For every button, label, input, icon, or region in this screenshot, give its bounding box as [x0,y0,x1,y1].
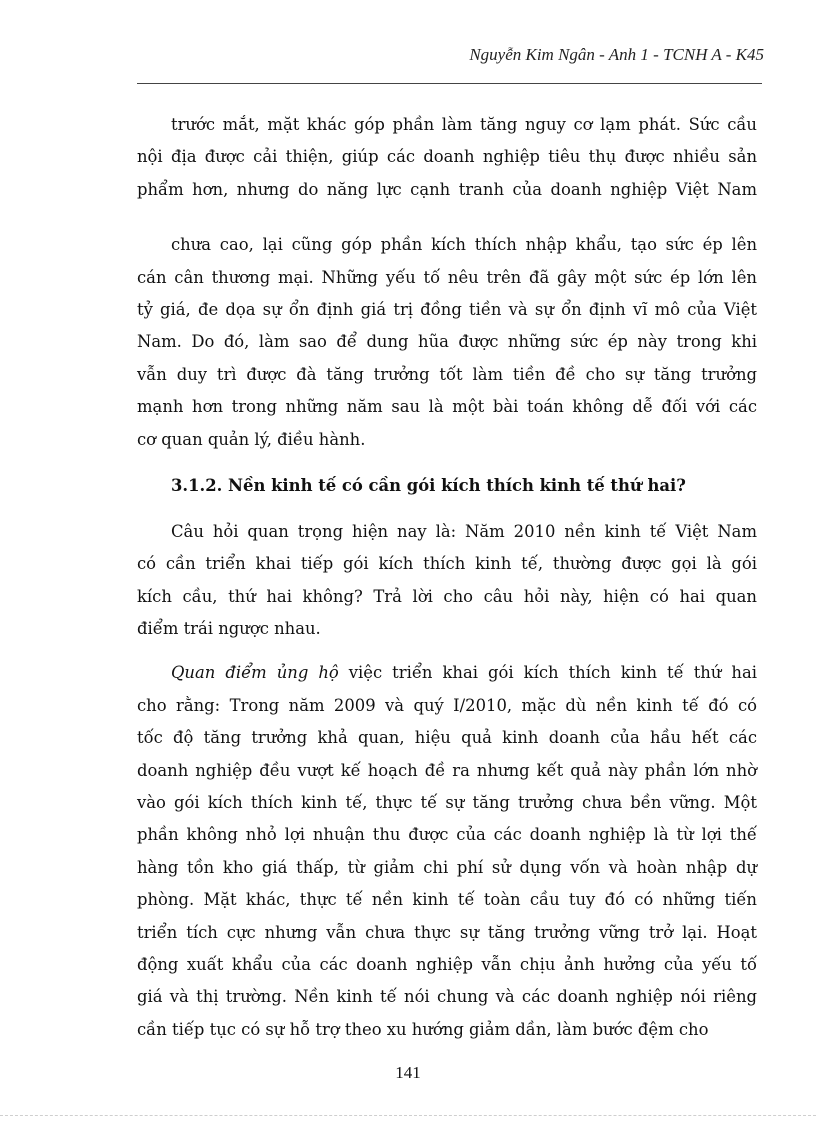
text-line: nội địa được cải thiện, giúp các doanh nghiệp tiêu thụ được nhiều sản [137,147,757,167]
text-line: Câu hỏi quan trọng hiện nay là: Năm 2010 nền kinh tế Việt Nam [171,521,757,541]
text-line: mạnh hơn trong những năm sau là một bài toán không dễ đối với các [137,397,757,417]
text-line: cho rằng: Trong năm 2009 và quý I/2010, mặc dù nền kinh tế đó có [137,695,757,715]
paragraph-trade-balance [137,229,757,456]
header-divider [137,83,762,84]
text-line: vào gói kích thích kinh tế, thực tế sự tăng trưởng chưa bền vững. Một [137,793,757,813]
text-line: cần tiếp tục có sự hỗ trợ theo xu hướng giảm dần, làm bước đệm cho [137,1019,709,1039]
text-line: phẩm hơn, nhưng do năng lực cạnh tranh của doanh nghiệp Việt Nam [137,179,757,199]
paragraph-support-view [137,657,757,1046]
line-rest: việc triển khai gói kích thích kinh tế thứ hai [338,663,757,683]
text-line: vẫn duy trì được đà tăng trưởng tốt làm tiền đề cho sự tăng trưởng [137,364,757,384]
text-line: kích cầu, thứ hai không? Trả lời cho câu hỏi này, hiện có hai quan [137,586,757,606]
text-line: có cần triển khai tiếp gói kích thích kinh tế, thường được gọi là gói [137,554,757,574]
running-header: Nguyễn Kim Ngân - Anh 1 - TCNH A - K45 [469,45,764,64]
page-bottom-edge [0,1115,816,1116]
italic-lead: Quan điểm ủng hộ [171,663,339,683]
text-line: chưa cao, lại cũng góp phần kích thích nhập khẩu, tạo sức ép lên [171,235,757,255]
paragraph-question [137,516,757,646]
text-line: phần không nhỏ lợi nhuận thu được của các doanh nghiệp là từ lợi thế [137,825,757,845]
text-line: doanh nghiệp đều vượt kế hoạch đề ra nhưng kết quả này phần lớn nhờ [137,760,757,780]
text-line: phòng. Mặt khác, thực tế nền kinh tế toàn cầu tuy đó có những tiến [137,890,757,910]
page-number: 141 [395,1063,421,1082]
text-line: hàng tồn kho giá thấp, từ giảm chi phí sử dụng vốn và hoàn nhập dự [137,857,757,877]
text-line: tốc độ tăng trưởng khả quan, hiệu quả kinh doanh của hầu hết các [137,728,757,748]
text-line [137,657,757,689]
text-line: tỷ giá, đe dọa sự ổn định giá trị đồng tiền và sự ổn định vĩ mô của Việt [137,299,757,319]
paragraph-continuation [137,109,757,206]
section-heading: 3.1.2. Nền kinh tế có cần gói kích thích kinh tế thứ hai? [171,475,686,495]
text-line: Nam. Do đó, làm sao để dung hũa được những sức ép này trong khi [137,332,757,352]
text-line: cán cân thương mại. Những yếu tố nêu trên đã gây một sức ép lớn lên [137,267,757,287]
text-line: động xuất khẩu của các doanh nghiệp vẫn chịu ảnh hưởng của yếu tố [137,954,757,974]
text-line: triển tích cực nhưng vẫn chưa thực sự tăng trưởng vững trở lại. Hoạt [137,922,757,942]
text-line: cơ quan quản lý, điều hành. [137,429,366,449]
text-line: điểm trái ngược nhau. [137,619,321,639]
page-body [137,109,757,1046]
text-line: trước mắt, mặt khác góp phần làm tăng nguy cơ lạm phát. Sức cầu [171,115,757,134]
text-line: giá và thị trường. Nền kinh tế nói chung và các doanh nghiệp nói riêng [137,987,757,1007]
